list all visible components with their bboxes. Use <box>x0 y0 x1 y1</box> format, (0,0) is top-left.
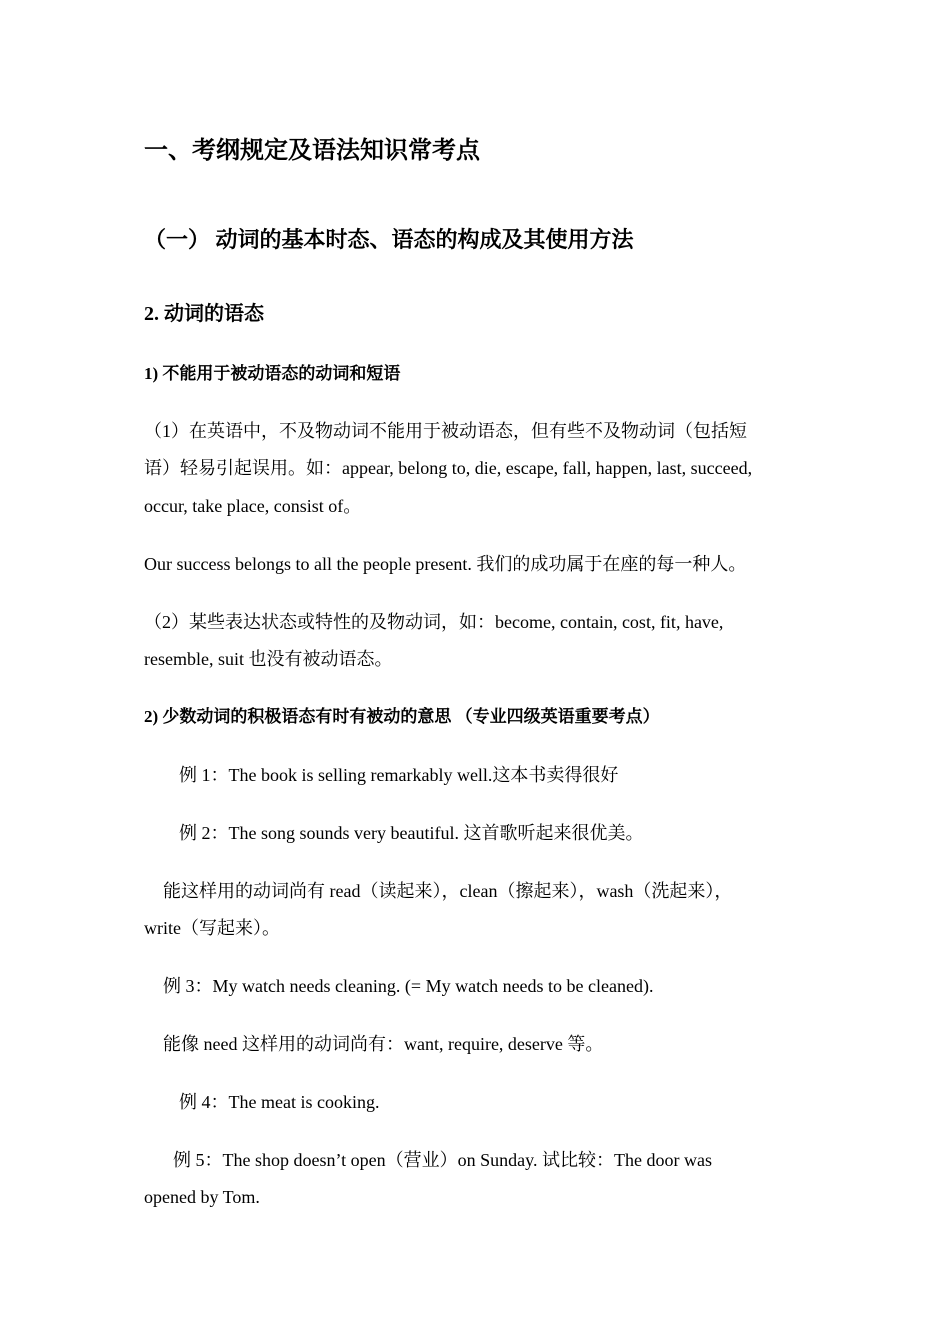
paragraph-4-line-2: write（写起来）。 <box>144 918 280 938</box>
paragraph-3-line-2: resemble, suit 也没有被动语态。 <box>144 649 393 669</box>
subsection-title-2: 2) 少数动词的积极语态有时有被动的意思 （专业四级英语重要考点） <box>144 707 660 726</box>
paragraph-1-line-2: 语）轻易引起误用。如：appear, belong to, die, escape, fall, happen, last, succeed, <box>144 458 753 478</box>
example-1: 例 1：The book is selling remarkably well.这本书卖得很好 <box>179 765 619 785</box>
example-5-line-1: 例 5：The shop doesn’t open（营业）on Sunday. 试比较：The door was <box>173 1150 712 1170</box>
paragraph-4-line-1: 能这样用的动词尚有 read（读起来），clean（擦起来），wash（洗起来）， <box>163 881 733 901</box>
section-title: 2. 动词的语态 <box>144 303 264 325</box>
sub-heading: （一） 动词的基本时态、语态的构成及其使用方法 <box>144 227 634 252</box>
main-heading: 一、考纲规定及语法知识常考点 <box>144 138 480 164</box>
paragraph-2: Our success belongs to all the people present. 我们的成功属于在座的每一种人。 <box>144 554 747 574</box>
subsection-title-1: 1) 不能用于被动语态的动词和短语 <box>144 364 401 383</box>
example-5-line-2: opened by Tom. <box>144 1187 260 1207</box>
paragraph-5: 能像 need 这样用的动词尚有：want, require, deserve 等。 <box>163 1034 604 1054</box>
example-2: 例 2：The song sounds very beautiful. 这首歌听起来很优美。 <box>179 823 644 843</box>
example-3: 例 3：My watch needs cleaning. (= My watch needs to be cleaned). <box>163 976 654 996</box>
paragraph-3-line-1: （2）某些表达状态或特性的及物动词，如：become, contain, cost, fit, have, <box>144 612 724 632</box>
example-4: 例 4：The meat is cooking. <box>179 1092 380 1112</box>
paragraph-1-line-1: （1）在英语中，不及物动词不能用于被动语态，但有些不及物动词（包括短 <box>144 421 747 441</box>
paragraph-1-line-3: occur, take place, consist of。 <box>144 496 362 516</box>
